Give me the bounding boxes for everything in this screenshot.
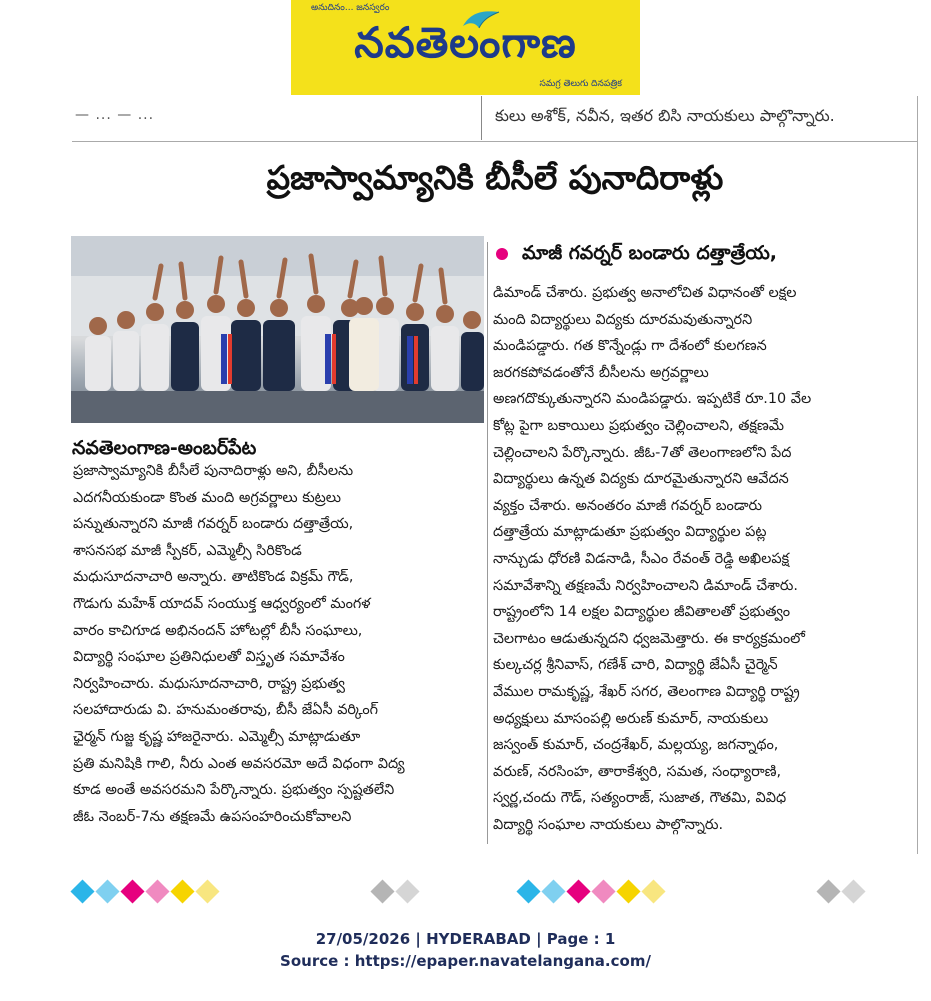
body-text-line: పన్నుతున్నారని మాజీ గవర్నర్ బండారు దత్తాత్రేయ, xyxy=(73,516,354,533)
registration-mark-icon xyxy=(816,879,840,903)
registration-mark-icon xyxy=(566,879,590,903)
body-text-line: వ్యక్తం చేశారు. అనంతరం మాజీ గవర్నర్ బండారు xyxy=(493,497,763,514)
page-footer xyxy=(0,928,931,972)
registration-mark-icon xyxy=(195,879,219,903)
registration-mark-icon xyxy=(516,879,540,903)
bullet-dot-icon xyxy=(496,248,508,260)
registration-mark-icon xyxy=(145,879,169,903)
body-text-line: డిమాండ్ చేశారు. ప్రభుత్వ అనాలోచిత విధానంతో లక్షల xyxy=(493,285,797,301)
body-text-line: విద్యార్థి సంఘాల నాయకులు పాల్గొన్నారు. xyxy=(493,816,724,833)
masthead-tagline: అనుదినం... జనస్వరం xyxy=(311,3,390,13)
body-text-line: ఛైర్మన్ గుజ్జ కృష్ణ హాజరైనారు. ఎమ్మెల్సీ మాట్లాడుతూ xyxy=(73,728,361,745)
body-text-line: గౌడుగు మహేశ్ యాదవ్ సంయుక్త ఆధ్వర్యంలో మంగళ xyxy=(73,595,371,612)
body-text-line: మండిపడ్డారు. గత కొన్నేండ్లు గా దేశంలో కులగణన xyxy=(493,338,767,355)
body-text-line: కూడ అంతే అవసరమని పేర్కొన్నారు. ప్రభుత్వం స్పష్టతలేని xyxy=(73,782,395,799)
body-text-line: ప్రతి మనిషికి గాలి, నీరు ఎంత అవసరమో అదే విధంగా విద్య xyxy=(73,755,405,772)
body-text-line: అణగదొక్కుతున్నారని మండిపడ్డారు. ఇప్పటికే రూ.10 వేల xyxy=(493,391,812,408)
body-text-line: జీఓ నెంబర్-7ను తక్షణమే ఉపసంహరించుకోవాలని xyxy=(73,808,352,825)
article-byline xyxy=(496,242,777,269)
registration-mark-icon xyxy=(120,879,144,903)
body-text-line: రాష్ట్రంలోని 14 లక్షల విద్యార్థుల జీవితాలతో ప్రభుత్వం xyxy=(493,604,791,621)
body-text-line: సలహాదారుడు వి. హనుమంతరావు, బీసీ జేఏసీ వర్కింగ్ xyxy=(73,702,379,719)
registration-mark-icon xyxy=(841,879,865,903)
body-text-line: శాసనసభ మాజీ స్పీకర్, ఎమ్మెల్సీ సిరికొండ xyxy=(73,542,302,559)
footer-source-link[interactable]: Source : https://epaper.navatelangana.com/ xyxy=(280,952,651,970)
body-text-line: చెల్లించాలని పేర్కొన్నారు. జీఓ-7తో తెలంగాణలోని పేద xyxy=(493,444,792,461)
body-text-line: అధ్యక్షులు మాసంపల్లి అరుణ్ కుమార్, నాయకులు xyxy=(493,710,769,727)
body-text-line: మంది విద్యార్థులు విద్యకు దూరమవుతున్నారని xyxy=(493,311,753,328)
body-text-line: నిర్వహించారు. మధుసూదనాచారి, రాష్ట్ర ప్రభుత్వ xyxy=(73,675,345,692)
body-text-line: ఎదగనీయకుండా కొంత మంది అగ్రవర్ణాలు కుట్రలు xyxy=(73,489,341,506)
article-photo xyxy=(71,236,484,423)
print-registration-marks xyxy=(0,881,931,901)
body-text-line: జస్వంత్ కుమార్, చంద్రశేఖర్, మల్లయ్య, జగన్నాథం, xyxy=(493,737,779,754)
registration-mark-icon xyxy=(591,879,615,903)
registration-mark-icon xyxy=(95,879,119,903)
body-text-line: వరుణ్, నరసింహ, తారాకేశ్వరి, సమత, సంధ్యారాణి, xyxy=(493,763,782,780)
body-text-line: చెలగాటం ఆడుతున్నదని ధ్వజమెత్తారు. ఈ కార్యక్రమంలో xyxy=(493,630,805,647)
previous-article-fragment-left: — ... — ... xyxy=(75,107,155,123)
body-text-line: వారం కాచిగూడ అభినందన్ హోటల్లో బీసీ సంఘాలు, xyxy=(73,622,363,639)
article-body-left-column xyxy=(73,458,481,830)
article-headline: ప్రజాస్వామ్యానికి బీసీలే పునాదిరాళ్లు xyxy=(266,158,724,197)
group-photo-illustration xyxy=(71,236,484,423)
article-dateline: నవతెలంగాణ-అంబర్‌పేట xyxy=(72,437,257,459)
registration-mark-icon xyxy=(641,879,665,903)
registration-mark-icon xyxy=(70,879,94,903)
column-divider-top xyxy=(481,96,482,140)
body-text-line: ప్రజాస్వామ్యానికి బీసీలే పునాదిరాళ్లు అని, బీసీలను xyxy=(73,463,354,479)
registration-mark-icon xyxy=(170,879,194,903)
body-text-line: స్వర్ణ,చందు గౌడ్, సత్యంరాజ్, సుజాత, గౌతమి, వివిధ xyxy=(493,790,787,807)
body-text-line: కుల్కచర్ల శ్రీనివాస్, గణేశ్ చారి, విద్యార్థి జేఏసీ చైర్మెన్ xyxy=(493,657,778,674)
previous-article-fragment-right: కులు అశోక్, నవీన, ఇతర బిసి నాయకులు పాల్గొన్నారు. xyxy=(495,106,835,125)
body-text-line: మధుసూదనాచారి అన్నారు. తాటికొండ విక్రమ్ గౌడ్, xyxy=(73,569,354,586)
column-divider xyxy=(487,242,488,844)
registration-mark-icon xyxy=(395,879,419,903)
registration-mark-icon xyxy=(541,879,565,903)
byline-text: మాజీ గవర్నర్ బండారు దత్తాత్రేయ, xyxy=(522,242,777,264)
body-text-line: విద్యార్థి సంఘాల ప్రతినిధులతో విస్తృత సమావేశం xyxy=(73,649,345,666)
body-text-line: కోట్ల పైగా బకాయిలు ప్రభుత్వం చెల్లించాలని, తక్షణమే xyxy=(493,417,785,434)
registration-mark-icon xyxy=(616,879,640,903)
article-body-right-column xyxy=(493,280,911,838)
body-text-line: విద్యార్థులు ఉన్నత విద్యకు దూరమైతున్నారని ఆవేదన xyxy=(493,471,789,488)
body-text-line: దత్తాత్రేయ మాట్లాడుతూ ప్రభుత్వం విద్యార్థుల పట్ల xyxy=(493,524,767,541)
page-edge-rule xyxy=(917,96,918,854)
section-divider xyxy=(72,141,918,142)
body-text-line: సమావేశాన్ని తక్షణమే నిర్వహించాలని డిమాండ్ చేశారు. xyxy=(493,577,798,594)
masthead xyxy=(291,0,640,95)
body-text-line: వేముల రామకృష్ణ, శేఖర్ సగర, తెలంగాణ విద్యార్థి రాష్ట్ర xyxy=(493,683,800,700)
footer-date-edition: 27/05/2026 | HYDERABAD | Page : 1 xyxy=(315,930,616,948)
masthead-subtitle: సమగ్ర తెలుగు దినపత్రిక xyxy=(539,79,622,89)
masthead-logo: నవతెలంగాణ xyxy=(354,18,577,67)
body-text-line: జరగకపోవడంతోనే బీసీలను అగ్రవర్ణాలు xyxy=(493,364,709,381)
registration-mark-icon xyxy=(370,879,394,903)
body-text-line: నాన్చుడు ధోరణి విడనాడి, సీఎం రేవంత్ రెడ్డి అఖిలపక్ష xyxy=(493,550,790,567)
